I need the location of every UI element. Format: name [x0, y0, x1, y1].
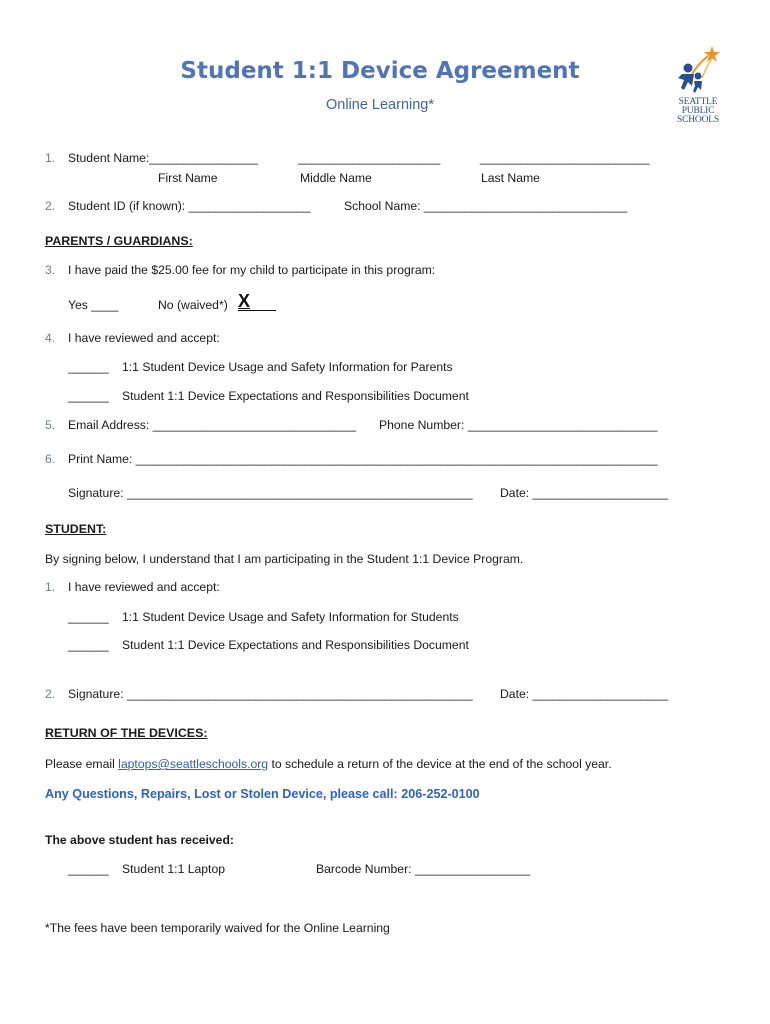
- logo-line-1: SEATTLE: [678, 97, 718, 107]
- student-item2-blank[interactable]: ______: [68, 638, 109, 652]
- student-review-question: I have reviewed and accept:: [68, 580, 220, 594]
- page-subtitle: Online Learning*: [325, 97, 435, 113]
- footnote: *The fees have been temporarily waived for the Online Learning: [45, 921, 390, 935]
- student-date-field[interactable]: Date: ____________________: [500, 687, 669, 701]
- q4-number: 4.: [45, 331, 56, 345]
- first-name-caption: First Name: [158, 171, 218, 185]
- student-q1-number: 1.: [45, 580, 56, 594]
- q2-number: 2.: [45, 199, 56, 213]
- q5-number: 5.: [45, 418, 56, 432]
- parent-item2-text: Student 1:1 Device Expectations and Responsibilities Document: [122, 389, 469, 403]
- logo-line-2: PUBLIC: [681, 106, 715, 116]
- parent-date-field[interactable]: Date: ____________________: [500, 486, 669, 500]
- page-title: Student 1:1 Device Agreement: [180, 58, 580, 84]
- return-email-link[interactable]: laptops@seattleschools.org: [118, 757, 269, 771]
- laptop-received-blank[interactable]: ______: [68, 862, 109, 876]
- q6-number: 6.: [45, 452, 56, 466]
- return-text-after: to schedule a return of the device at the end of the school year.: [268, 757, 612, 771]
- last-name-field[interactable]: _________________________: [480, 151, 650, 165]
- fee-no-underline: [238, 297, 276, 315]
- fee-no-mark[interactable]: X: [238, 291, 251, 311]
- laptop-item: Student 1:1 Laptop: [122, 862, 226, 876]
- student-item2-text: Student 1:1 Device Expectations and Responsibilities Document: [122, 638, 469, 652]
- fee-question: I have paid the $25.00 fee for my child to participate in this program:: [68, 263, 436, 277]
- school-name-field[interactable]: School Name: ______________________________: [344, 199, 628, 213]
- student-signature-field[interactable]: Signature: ___________________________________________________: [68, 687, 473, 701]
- return-text-before: Please email: [45, 757, 119, 771]
- review-question: I have reviewed and accept:: [68, 331, 220, 345]
- contact-line: Any Questions, Repairs, Lost or Stolen Device, please call: 206-252-0100: [45, 787, 480, 801]
- fee-no-label: No (waived*): [158, 298, 228, 312]
- student-name-field[interactable]: Student Name:________________: [68, 151, 258, 165]
- student-item1-blank[interactable]: ______: [68, 610, 109, 624]
- seattle-public-schools-logo: [668, 44, 728, 128]
- phone-field[interactable]: Phone Number: ____________________________: [379, 418, 658, 432]
- barcode-field[interactable]: Barcode Number: _________________: [316, 862, 531, 876]
- return-heading: RETURN OF THE DEVICES:: [45, 726, 208, 740]
- logo-line-3: SCHOOLS: [677, 115, 719, 125]
- last-name-caption: Last Name: [481, 171, 540, 185]
- parent-item1-text: 1:1 Student Device Usage and Safety Information for Parents: [122, 360, 453, 374]
- q1-number: 1.: [45, 151, 56, 165]
- student-q2-number: 2.: [45, 687, 56, 701]
- student-id-field[interactable]: Student ID (if known): __________________: [68, 199, 311, 213]
- parent-signature-field[interactable]: Signature: ___________________________________________________: [68, 486, 473, 500]
- parent-item1-blank[interactable]: ______: [68, 360, 109, 374]
- parents-heading: PARENTS / GUARDIANS:: [45, 234, 193, 248]
- middle-name-caption: Middle Name: [300, 171, 372, 185]
- star-children-icon: [668, 44, 728, 96]
- return-instructions: [45, 756, 612, 772]
- student-heading: STUDENT:: [45, 522, 107, 536]
- email-field[interactable]: Email Address: ______________________________: [68, 418, 357, 432]
- q3-number: 3.: [45, 263, 56, 277]
- print-name-field[interactable]: Print Name: _____________________________________________________________________________: [68, 452, 658, 466]
- middle-name-field[interactable]: _____________________: [298, 151, 441, 165]
- student-item1-text: 1:1 Student Device Usage and Safety Information for Students: [122, 610, 459, 624]
- fee-yes-option[interactable]: Yes ____: [68, 298, 119, 312]
- student-intro: By signing below, I understand that I am participating in the Student 1:1 Device Program.: [45, 552, 524, 566]
- parent-item2-blank[interactable]: ______: [68, 389, 109, 403]
- received-heading: The above student has received:: [45, 833, 234, 847]
